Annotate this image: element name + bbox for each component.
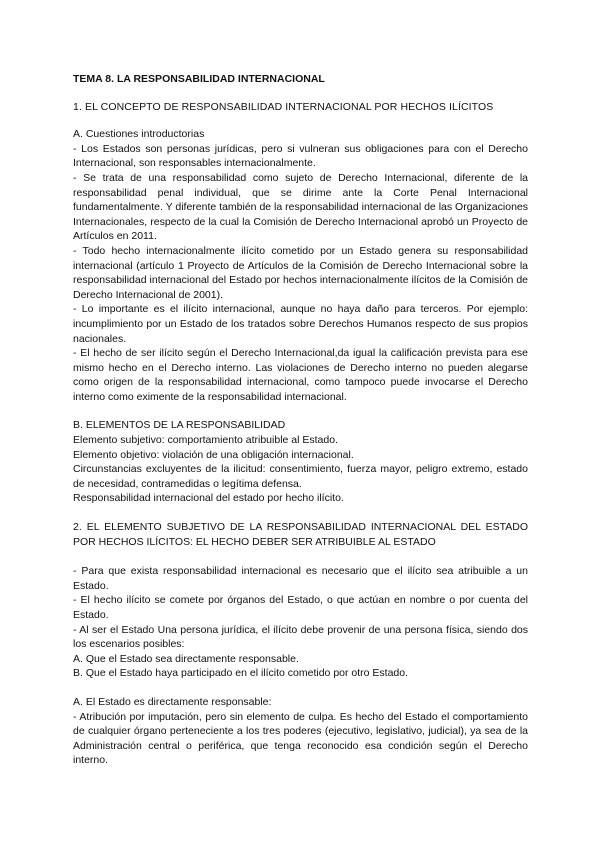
- section-2a-heading: A. El Estado es directamente responsable:: [73, 695, 272, 708]
- section-1a: [73, 127, 528, 404]
- paragraph: - Todo hecho internacionalmente ilícito cometido por un Estado genera su responsabilidad internacional (artículo 1 Proyecto de Artículos de la Comisión de Derecho Internacional sobre la responsabilidad internacional del Estado por hechos internacionalmente ilícitos de la Comisión de Derecho Internacional de 2001).: [73, 244, 528, 301]
- paragraph: - Se trata de una responsabilidad como sujeto de Derecho Internacional, diferente de la responsabilidad penal individual, que se dirime ante la Corte Penal Internacional fundamentalmente. Y diferente también de la responsabilidad internacional de las Organizaciones Internacionales, respecto de la cual la Comisión de Derecho Internacional aprobó un Proyecto de Artículos en 2011.: [73, 171, 528, 243]
- paragraph: B. Que el Estado haya participado en el ilícito cometido por otro Estado.: [73, 667, 409, 680]
- paragraph: - El hecho ilícito se comete por órganos del Estado, o que actúan en nombre o por cuenta del Estado.: [73, 594, 528, 621]
- paragraph: - El hecho de ser ilícito según el Derecho Internacional,da igual la calificación prevista para ese mismo hecho en el Derecho interno. Las violaciones de Derecho interno no pueden alegarse como origen de la responsabilidad internacional, como tampoco puede invocarse el Derecho interno como eximente de la responsabilidad internacional.: [73, 347, 528, 403]
- paragraph: - Los Estados son personas jurídicas, pero si vulneran sus obligaciones para con el Derecho Internacional, son responsables internacionalmente.: [73, 142, 528, 170]
- paragraph: - Al ser el Estado Una persona jurídica, el ilícito debe provenir de una persona física, siendo dos los escenarios posibles:: [73, 623, 528, 651]
- section-2-heading: 2. EL ELEMENTO SUBJETIVO DE LA RESPONSABILIDAD INTERNACIONAL DEL ESTADO POR HECHOS ILÍCITOS: EL HECHO DEBER SER ATRIBUIBLE AL ESTADO: [73, 521, 528, 548]
- section-1-heading: 1. EL CONCEPTO DE RESPONSABILIDAD INTERNACIONAL POR HECHOS ILÍCITOS: [73, 100, 494, 113]
- section-1a-heading: A. Cuestiones introductorias: [73, 128, 205, 141]
- paragraph: A. Que el Estado sea directamente responsable.: [73, 652, 299, 665]
- section-2: [73, 520, 528, 681]
- document-page: [73, 72, 528, 782]
- section-1b-heading: B. ELEMENTOS DE LA RESPONSABILIDAD: [73, 419, 286, 432]
- paragraph: Elemento objetivo: violación de una obligación internacional.: [73, 448, 354, 461]
- paragraph: - Para que exista responsabilidad internacional es necesario que el ilícito sea atribuible a un Estado.: [73, 565, 528, 592]
- paragraph: Elemento subjetivo: comportamiento atribuible al Estado.: [73, 434, 338, 447]
- paragraph: Responsabilidad internacional del estado por hecho ilícito.: [73, 492, 344, 505]
- section-1b: [73, 418, 528, 506]
- document-title: TEMA 8. LA RESPONSABILIDAD INTERNACIONAL: [73, 73, 325, 85]
- paragraph: - Lo importante es el ilícito internacional, aunque no haya daño para terceros. Por ejemplo: incumplimiento por un Estado de los tratados sobre Derechos Humanos respecto de sus propios nacionales.: [73, 303, 528, 345]
- section-2a: [73, 695, 528, 768]
- paragraph: Circunstancias excluyentes de la ilicitud: consentimiento, fuerza mayor, peligro extremo, estado de necesidad, contramedidas o legítima defensa.: [73, 463, 528, 490]
- paragraph: - Atribución por imputación, pero sin elemento de culpa. Es hecho del Estado el comportamiento de cualquier órgano perteneciente a los tres poderes (ejecutivo, legislativo, judicial), ya sea de la Administración central o periférica, que tenga reconocido esa condición según el Derecho interno.: [73, 710, 528, 767]
